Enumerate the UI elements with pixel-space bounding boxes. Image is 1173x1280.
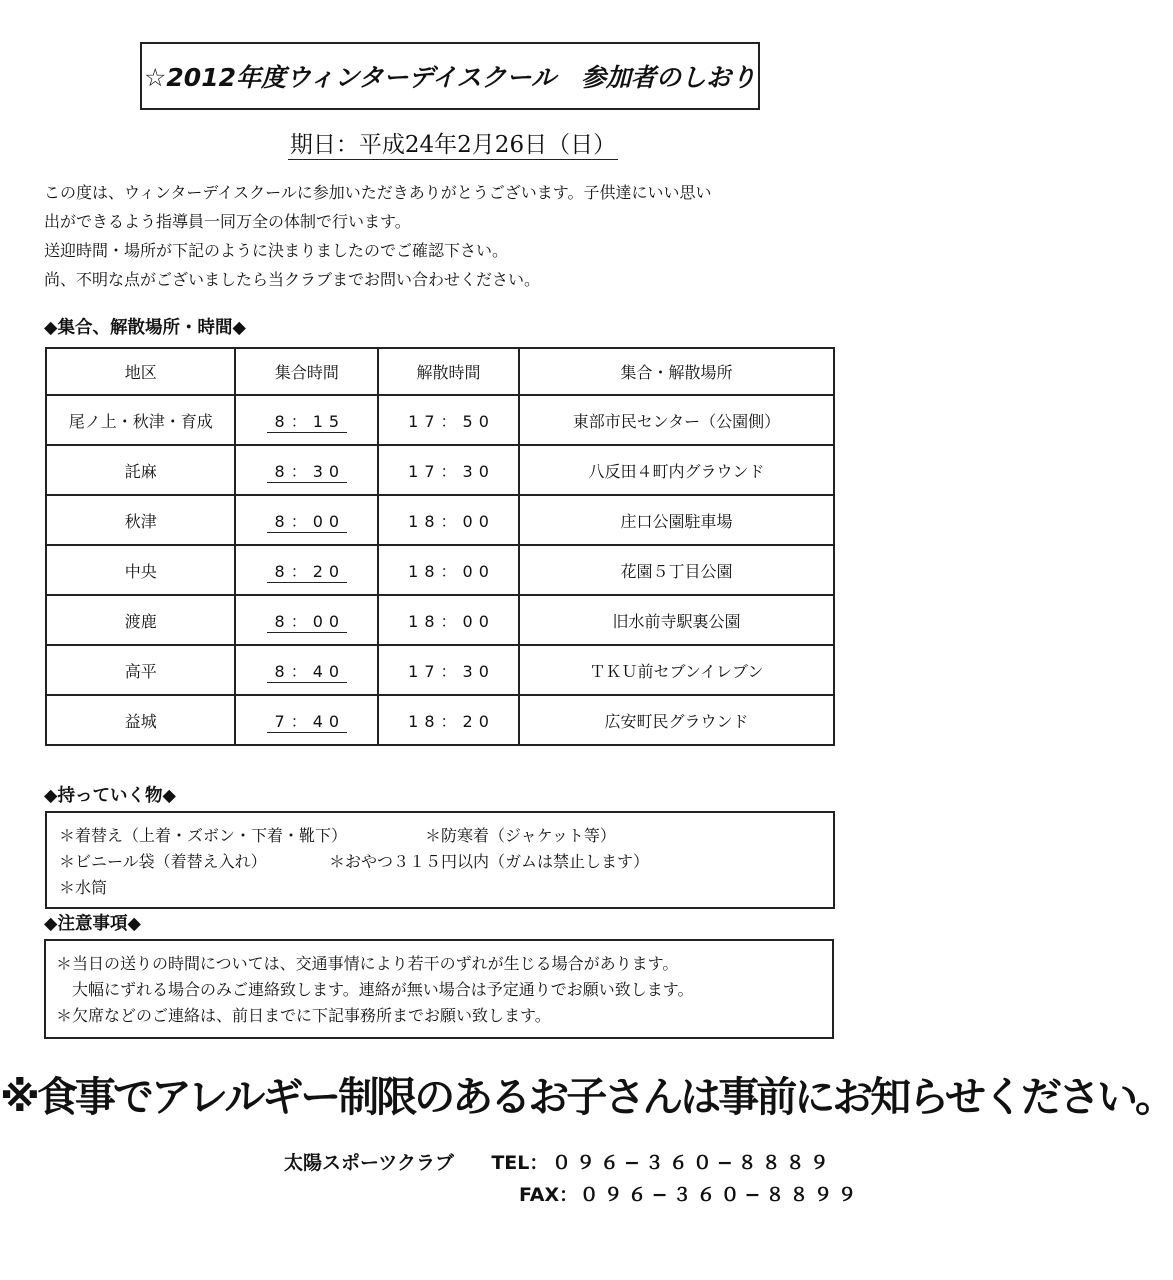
col-header-place: 集合・解散場所 xyxy=(519,348,834,395)
area-cell: 渡鹿 xyxy=(46,595,235,645)
meet-time-cell xyxy=(235,445,378,495)
dismiss-time: 17：30 xyxy=(408,661,495,681)
table-row xyxy=(46,695,834,745)
items-heading: ◆持っていく物◆ xyxy=(44,786,176,806)
dismiss-time-cell xyxy=(378,445,519,495)
area-cell: 高平 xyxy=(46,645,235,695)
item-entry: ＊ビニール袋（着替え入れ） xyxy=(59,852,267,871)
table-header-row xyxy=(46,348,834,395)
dismiss-time-cell xyxy=(378,545,519,595)
meet-time: 8：40 xyxy=(267,662,348,683)
table-row xyxy=(46,595,834,645)
place-cell: 八反田４町内グラウンド xyxy=(519,445,834,495)
fax-number: ０９６−３６０−８８９９ xyxy=(579,1184,862,1206)
dismiss-time: 17：30 xyxy=(408,461,495,481)
contact-fax-line xyxy=(519,1180,861,1207)
intro-line: 送迎時間・場所が下記のように決まりましたのでご確認下さい。 xyxy=(44,241,509,260)
event-date-text: 期日：平成24年2月26日（日） xyxy=(289,132,617,158)
table-row xyxy=(46,445,834,495)
notes-box xyxy=(44,939,834,1039)
contact-tel-line xyxy=(284,1148,834,1175)
dismiss-time: 18：00 xyxy=(408,511,495,531)
area-cell: 益城 xyxy=(46,695,235,745)
col-header-dismiss: 解散時間 xyxy=(378,348,519,395)
dismiss-time-cell xyxy=(378,495,519,545)
intro-paragraph xyxy=(44,178,874,294)
dismiss-time: 18：20 xyxy=(408,711,495,731)
place-cell: 花園５丁目公園 xyxy=(519,545,834,595)
table-row xyxy=(46,395,834,445)
area-cell: 託麻 xyxy=(46,445,235,495)
meet-time-cell xyxy=(235,495,378,545)
meet-time: 7：40 xyxy=(267,712,348,733)
meet-time-cell xyxy=(235,395,378,445)
intro-line: 出ができるよう指導員一同万全の体制で行います。 xyxy=(44,212,411,231)
document-title-box xyxy=(140,42,760,110)
document-title: ☆2012年度ウィンターデイスクール 参加者のしおり xyxy=(144,63,756,92)
meet-time: 8：15 xyxy=(267,412,348,433)
table-row xyxy=(46,495,834,545)
dismiss-time-cell xyxy=(378,395,519,445)
meet-time: 8：00 xyxy=(267,512,348,533)
place-cell: ＴＫＵ前セブンイレブン xyxy=(519,645,834,695)
allergy-notice: ※食事でアレルギー制限のあるお子さんは事前にお知らせください。 xyxy=(0,1073,1173,1121)
meet-time: 8：30 xyxy=(267,462,348,483)
item-entry: ＊防寒着（ジャケット等） xyxy=(425,826,616,845)
org-name: 太陽スポーツクラブ xyxy=(284,1152,455,1174)
col-header-meet: 集合時間 xyxy=(235,348,378,395)
note-line: ＊欠席などのご連絡は、前日までに下記事務所までお願い致します。 xyxy=(56,1006,551,1025)
dismiss-time: 18：00 xyxy=(408,561,495,581)
table-row xyxy=(46,645,834,695)
note-line: ＊当日の送りの時間については、交通事情により若干のずれが生じる場合があります。 xyxy=(56,954,679,973)
dismiss-time: 17：50 xyxy=(408,411,495,431)
meet-time-cell xyxy=(235,545,378,595)
item-entry: ＊着替え（上着・ズボン・下着・靴下） xyxy=(59,826,348,845)
notes-heading: ◆注意事項◆ xyxy=(44,914,141,934)
item-entry: ＊水筒 xyxy=(59,878,108,897)
intro-line: この度は、ウィンターデイスクールに参加いただきありがとうございます。子供達にいい思い xyxy=(44,183,712,202)
schedule-table xyxy=(45,347,835,746)
place-cell: 旧水前寺駅裏公園 xyxy=(519,595,834,645)
intro-line: 尚、不明な点がございましたら当クラブまでお問い合わせください。 xyxy=(44,270,541,289)
meet-time-cell xyxy=(235,595,378,645)
meet-time: 8：20 xyxy=(267,562,348,583)
schedule-heading: ◆集合、解散場所・時間◆ xyxy=(44,318,246,338)
table-row xyxy=(46,545,834,595)
tel-label: TEL： xyxy=(491,1152,549,1174)
area-cell: 尾ノ上・秋津・育成 xyxy=(46,395,235,445)
dismiss-time-cell xyxy=(378,595,519,645)
area-cell: 秋津 xyxy=(46,495,235,545)
col-header-area: 地区 xyxy=(46,348,235,395)
item-entry: ＊おやつ３１５円以内（ガムは禁止します） xyxy=(329,852,650,871)
tel-number: ０９６−３６０−８８８９ xyxy=(551,1152,834,1174)
area-cell: 中央 xyxy=(46,545,235,595)
fax-label: FAX： xyxy=(519,1184,579,1206)
items-box xyxy=(45,811,835,909)
meet-time: 8：00 xyxy=(267,612,348,633)
meet-time-cell xyxy=(235,695,378,745)
event-date xyxy=(0,126,906,159)
dismiss-time-cell xyxy=(378,645,519,695)
place-cell: 庄口公園駐車場 xyxy=(519,495,834,545)
dismiss-time: 18：00 xyxy=(408,611,495,631)
meet-time-cell xyxy=(235,645,378,695)
dismiss-time-cell xyxy=(378,695,519,745)
place-cell: 広安町民グラウンド xyxy=(519,695,834,745)
place-cell: 東部市民センター（公園側） xyxy=(519,395,834,445)
note-line: 大幅にずれる場合のみご連絡致します。連絡が無い場合は予定通りでお願い致します。 xyxy=(56,980,694,999)
